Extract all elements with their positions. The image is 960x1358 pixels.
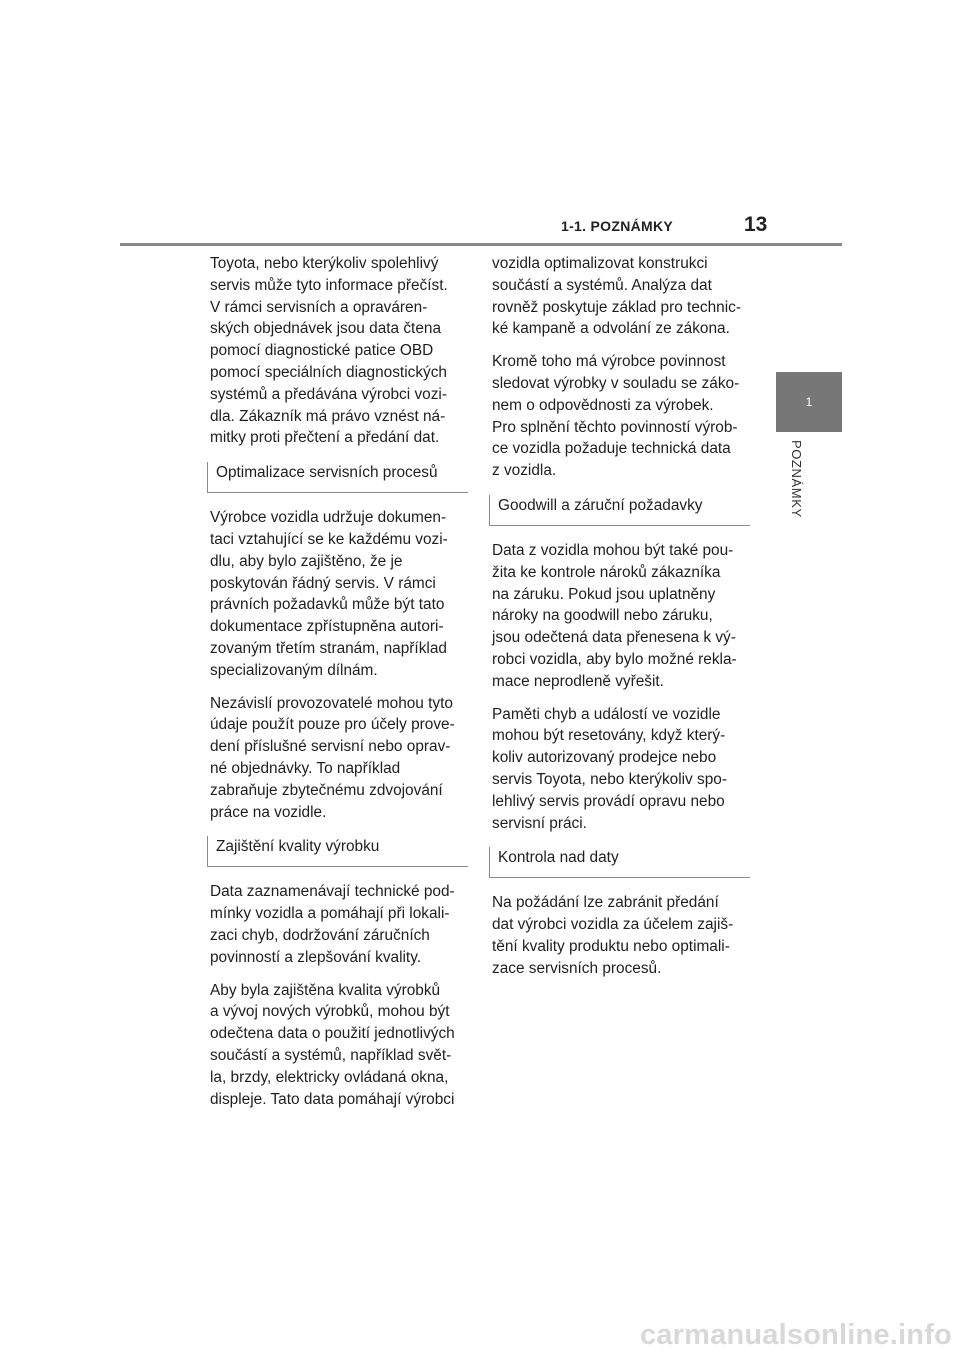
- paragraph-line: jsou odečtená data přenesena k vý-: [492, 629, 736, 647]
- paragraph-line: pomocí diagnostické patice OBD: [210, 342, 434, 360]
- paragraph-line: displeje. Tato data pomáhají výrobci: [210, 1090, 455, 1108]
- body-paragraph: [492, 540, 750, 693]
- section-heading: Goodwill a záruční požadavky: [489, 495, 750, 526]
- paragraph-line: Data zaznamenávají technické pod-: [210, 883, 455, 901]
- left-column: [210, 253, 468, 1121]
- paragraph-line: pomocí speciálních diagnostických: [210, 363, 447, 381]
- paragraph-line: V rámci servisních a opraváren-: [210, 298, 428, 316]
- paragraph-line: servis Toyota, nebo kterýkoliv spo-: [492, 770, 727, 788]
- section-heading: Optimalizace servisních procesů: [207, 462, 468, 493]
- paragraph-line: Kromě toho má výrobce povinnost: [492, 353, 726, 371]
- paragraph-line: dokumentace zpřístupněna autori-: [210, 618, 444, 636]
- body-paragraph: [210, 980, 468, 1111]
- chapter-tab: 1: [776, 372, 842, 432]
- paragraph-line: mohou být resetovány, když který-: [492, 727, 726, 745]
- chapter-tab-label: POZNÁMKY: [789, 440, 804, 518]
- paragraph-line: ských objednávek jsou data čtena: [210, 320, 442, 338]
- body-paragraph: [210, 507, 468, 681]
- paragraph-line: zovaným třetím stranám, například: [210, 639, 447, 657]
- body-paragraph: [210, 693, 468, 824]
- paragraph-line: ce vozidla požaduje technická data: [492, 440, 731, 458]
- header-rule: [120, 243, 842, 246]
- paragraph-line: sledovat výrobky v souladu se záko-: [492, 374, 740, 392]
- paragraph-line: servisní práci.: [492, 814, 587, 832]
- section-title: 1-1. POZNÁMKY: [561, 218, 674, 234]
- paragraph-line: Toyota, nebo kterýkoliv spolehlivý: [210, 255, 439, 272]
- body-paragraph: [210, 253, 468, 449]
- paragraph-line: tění kvality produktu nebo optimali-: [492, 937, 730, 955]
- page-number: 13: [744, 213, 768, 236]
- paragraph-line: né objednávky. To například: [210, 759, 401, 777]
- paragraph-line: povinností a zlepšování kvality.: [210, 948, 422, 966]
- paragraph-line: systémů a předávána výrobci vozi-: [210, 385, 447, 403]
- body-paragraph: [492, 892, 750, 979]
- paragraph-line: z vozidla.: [492, 462, 557, 480]
- paragraph-line: práce na vozidle.: [210, 803, 327, 821]
- paragraph-line: Aby byla zajištěna kvalita výrobků: [210, 981, 441, 999]
- paragraph-line: robci vozidla, aby bylo možné rekla-: [492, 650, 737, 668]
- paragraph-line: vozidla optimalizovat konstrukci: [492, 255, 708, 272]
- paragraph-line: na záruku. Pokud jsou uplatněny: [492, 585, 716, 603]
- paragraph-line: mace neprodleně vyřešit.: [492, 672, 664, 690]
- paragraph-line: Výrobce vozidla udržuje dokumen-: [210, 509, 447, 527]
- paragraph-line: právních požadavků může být tato: [210, 596, 445, 614]
- section-heading: Zajištění kvality výrobku: [207, 836, 468, 867]
- paragraph-line: Na požádání lze zabránit předání: [492, 894, 719, 912]
- body-paragraph: [210, 881, 468, 968]
- paragraph-line: lehlivý servis provádí opravu nebo: [492, 792, 725, 810]
- paragraph-line: nem o odpovědnosti za výrobek.: [492, 396, 714, 414]
- paragraph-line: dat výrobci vozidla za účelem zajiš-: [492, 916, 734, 934]
- paragraph-line: servis může tyto informace přečíst.: [210, 276, 448, 294]
- paragraph-line: dlu, aby bylo zajištěno, že je: [210, 552, 403, 570]
- paragraph-line: Nezávislí provozovatelé mohou tyto: [210, 694, 453, 712]
- paragraph-line: zaci chyb, dodržování záručních: [210, 926, 430, 944]
- watermark: carmanualsonline.info: [640, 1319, 952, 1351]
- paragraph-line: koliv autorizovaný prodejce nebo: [492, 749, 717, 767]
- paragraph-line: Data z vozidla mohou být také pou-: [492, 541, 734, 559]
- paragraph-line: a vývoj nových výrobků, mohou být: [210, 1003, 450, 1021]
- paragraph-line: specializovaným dílnám.: [210, 661, 378, 679]
- body-paragraph: [492, 253, 750, 340]
- paragraph-line: dení příslušné servisní nebo oprav-: [210, 738, 451, 756]
- paragraph-line: poskytován řádný servis. V rámci: [210, 574, 436, 592]
- right-column: [492, 253, 750, 991]
- paragraph-line: zabraňuje zbytečnému zdvojování: [210, 781, 443, 799]
- paragraph-line: žita ke kontrole nároků zákazníka: [492, 563, 721, 581]
- paragraph-line: mínky vozidla a pomáhají při lokali-: [210, 905, 450, 923]
- paragraph-line: Pro splnění těchto povinností výrob-: [492, 418, 738, 436]
- paragraph-line: Paměti chyb a událostí ve vozidle: [492, 705, 721, 723]
- body-paragraph: [492, 704, 750, 835]
- paragraph-line: rovněž poskytuje základ pro technic-: [492, 298, 741, 316]
- paragraph-line: odečtena data o použití jednotlivých: [210, 1025, 455, 1043]
- paragraph-line: ké kampaně a odvolání ze zákona.: [492, 320, 730, 338]
- paragraph-line: součástí a systémů. Analýza dat: [492, 276, 712, 294]
- paragraph-line: mitky proti přečtení a předání dat.: [210, 429, 440, 447]
- body-paragraph: [492, 351, 750, 482]
- paragraph-line: údaje použít pouze pro účely prove-: [210, 716, 455, 734]
- paragraph-line: nároky na goodwill nebo záruku,: [492, 607, 713, 625]
- paragraph-line: la, brzdy, elektricky ovládaná okna,: [210, 1068, 449, 1086]
- section-heading: Kontrola nad daty: [489, 847, 750, 878]
- paragraph-line: zace servisních procesů.: [492, 959, 662, 977]
- paragraph-line: taci vztahující se ke každému vozi-: [210, 530, 448, 548]
- paragraph-line: dla. Zákazník má právo vznést ná-: [210, 407, 446, 425]
- paragraph-line: součástí a systémů, například svět-: [210, 1046, 452, 1064]
